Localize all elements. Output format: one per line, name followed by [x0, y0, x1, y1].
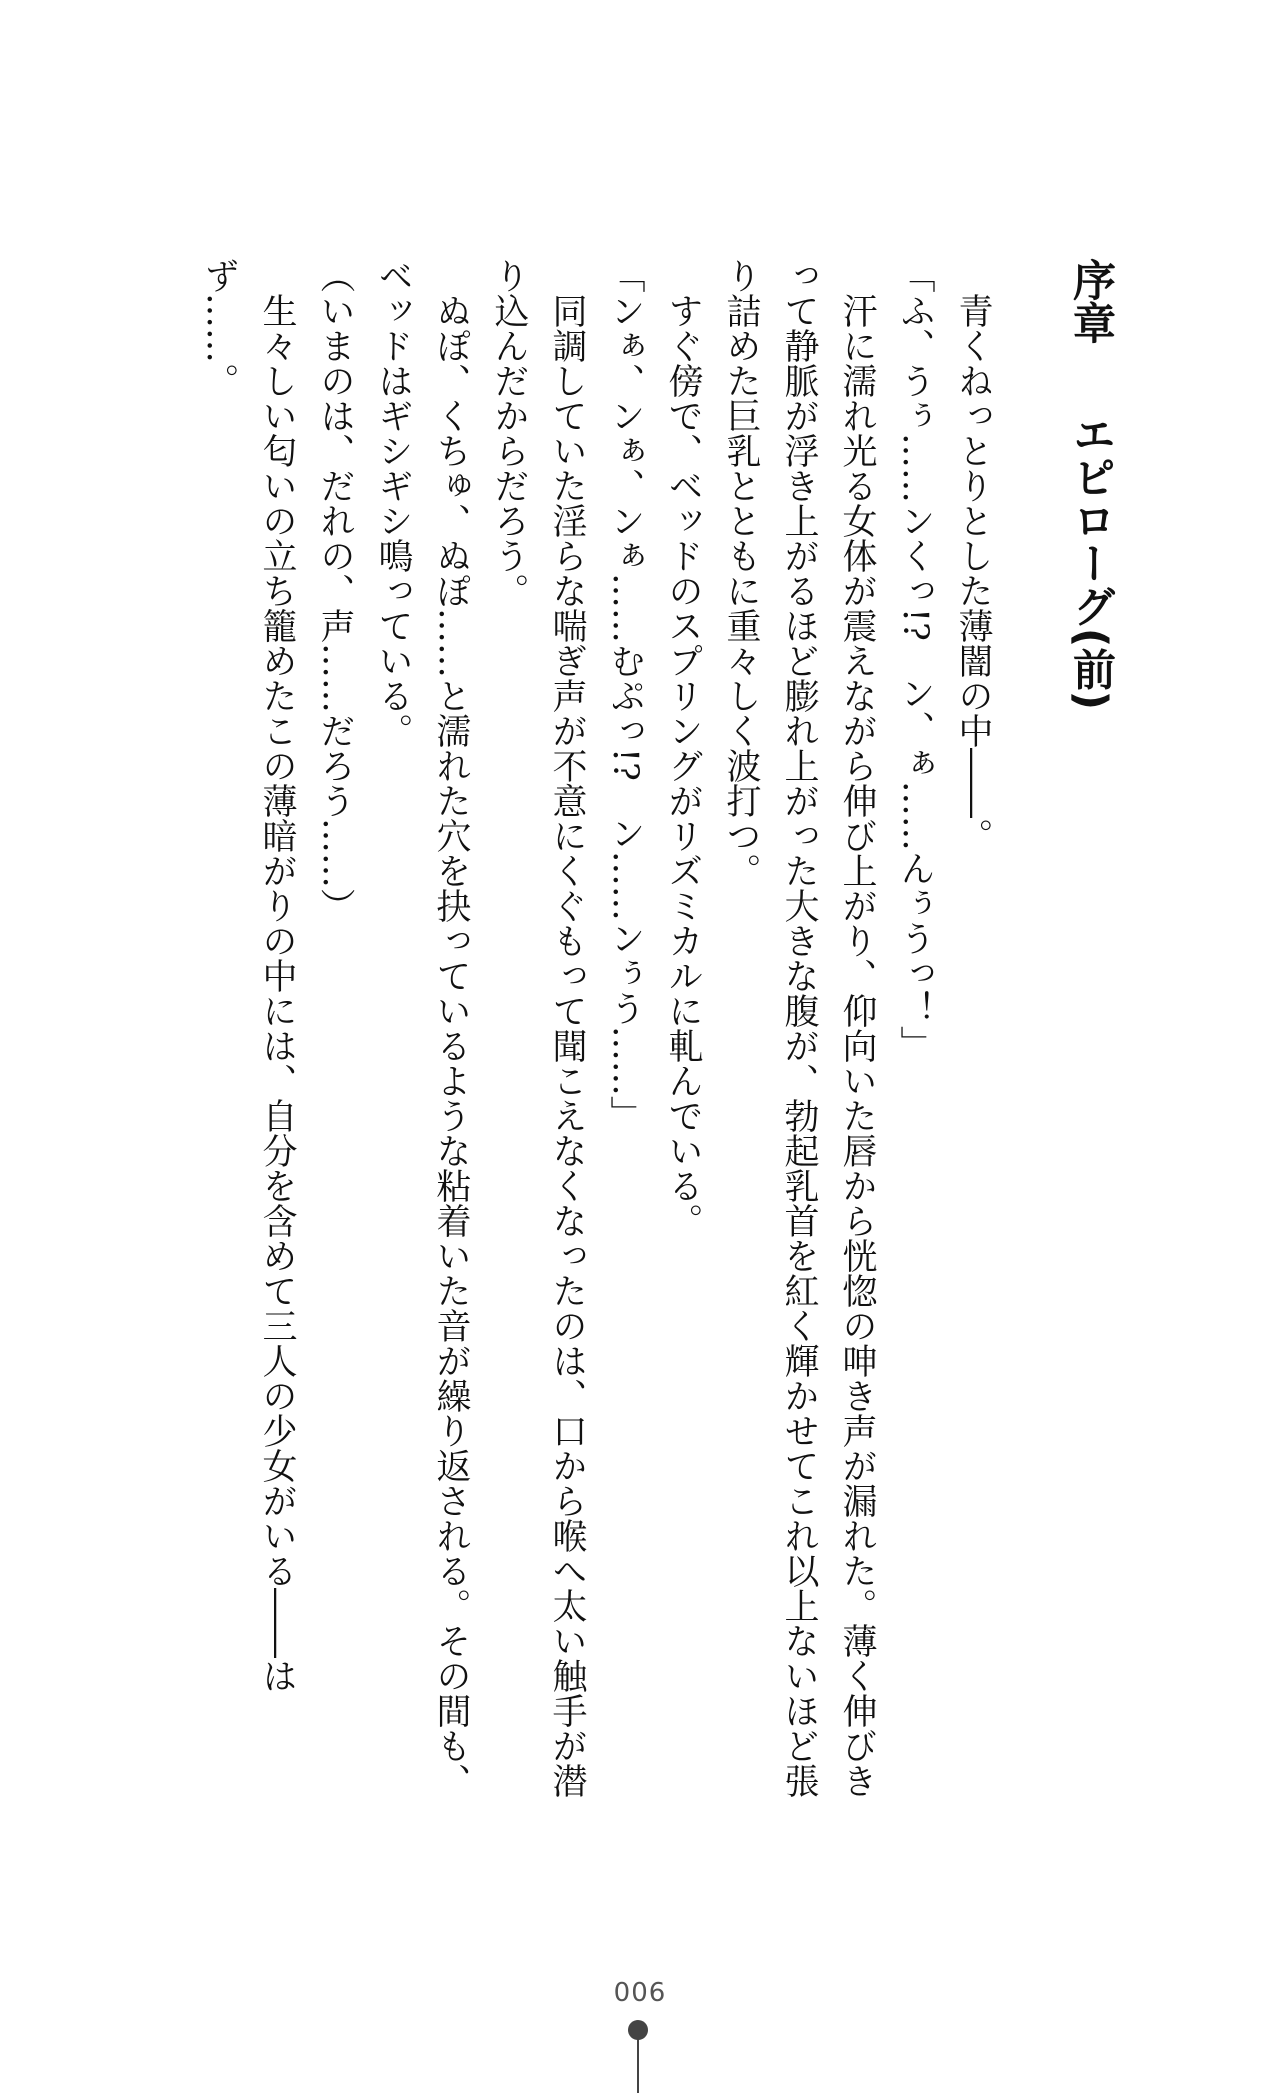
paragraph-2: 「ふ、うぅ……ンくっ!? ン、ぁ……んぅうっ！」: [895, 258, 935, 1061]
paragraph-7: ぬぽ、くちゅ、ぬぽ……と濡れた穴を抉っているような粘着いた音が繰り返される。その間も、ベッドはギシギシ鳴っている。: [373, 258, 471, 1798]
chapter-title: エピローグ(前): [1066, 412, 1116, 711]
chapter-label: 序章: [1066, 258, 1116, 344]
paragraph-8: （いまのは、だれの、声……だろう……）: [315, 258, 355, 923]
vertical-text-block: [100, 258, 1120, 1798]
paragraph-5: 「ンぁ、ンぁ、ンぁ……むぷっ!? ン……ンぅう……」: [605, 258, 645, 1131]
folio-rule: [637, 2038, 639, 2093]
paragraph-3: 汗に濡れ光る女体が震えながら伸び上がり、仰向いた唇から恍惚の呻き声が漏れた。薄く伸びきって静脈が浮き上がるほど膨れ上がった大きな腹が、勃起乳首を紅く輝かせてこれ以上ないほど張り詰めた巨乳とともに重々しく波打つ。: [721, 258, 877, 1798]
heading-gap: [1070, 344, 1113, 413]
folio-dot: [628, 2020, 648, 2040]
paragraph-9: 生々しい匂いの立ち籠めたこの薄暗がりの中には、自分を含めて三人の少女がいる――はず……。: [199, 258, 297, 1693]
paragraph-4: すぐ傍で、ベッドのスプリングがリズミカルに軋んでいる。: [663, 258, 703, 1238]
page-number: 006: [613, 1978, 667, 2008]
paragraph-6: 同調していた淫らな喘ぎ声が不意にくぐもって聞こえなくなったのは、口から喉へ太い触手が潜り込んだからだろう。: [489, 258, 587, 1798]
paragraph-1: 青くねっとりとした薄闇の中――。: [953, 258, 993, 853]
chapter-heading: [1062, 258, 1120, 1798]
